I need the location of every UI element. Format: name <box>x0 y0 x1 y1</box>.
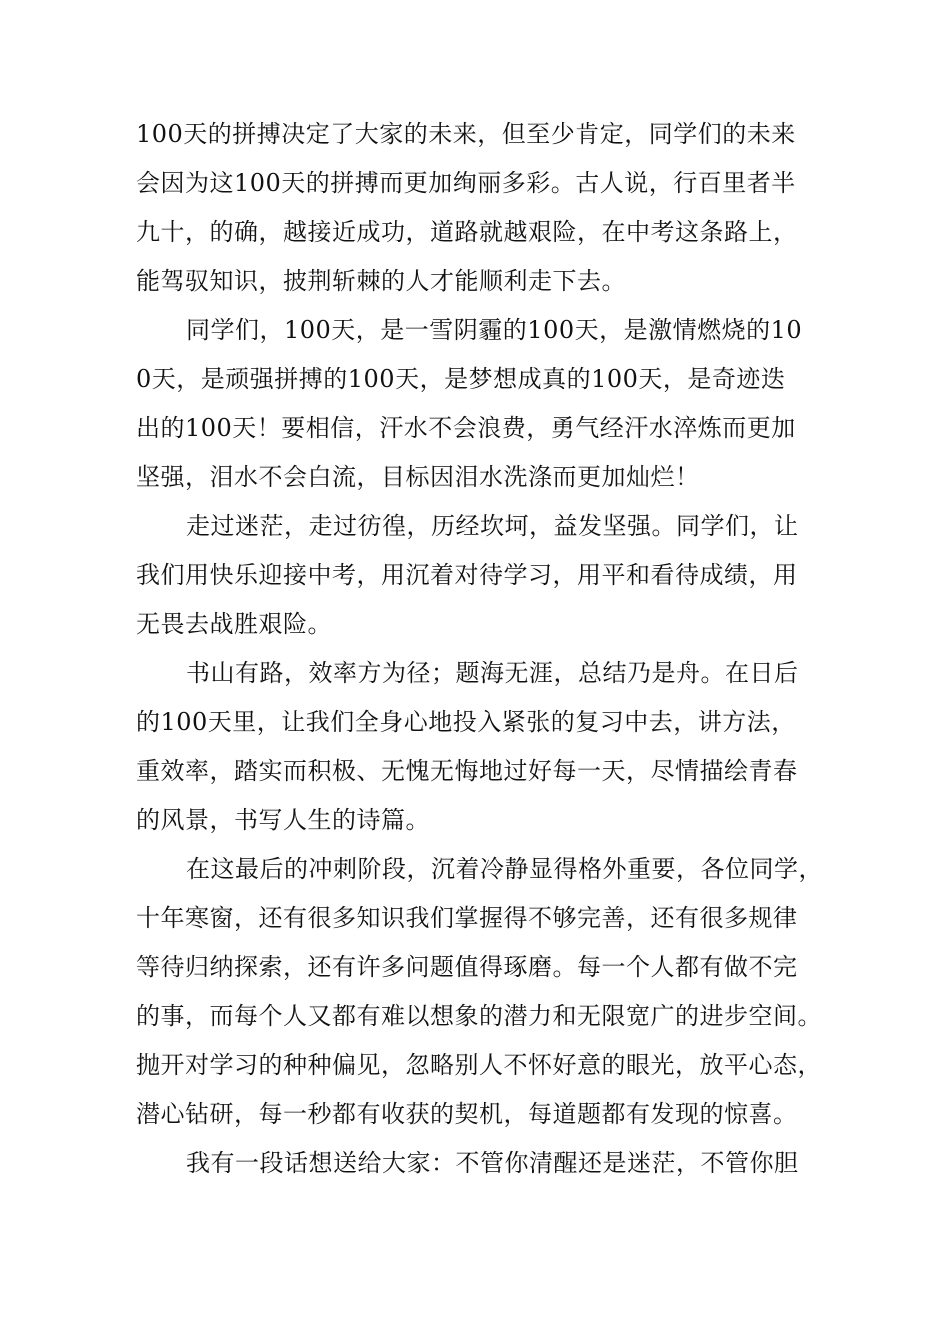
text-line: 十年寒窗，还有很多知识我们掌握得不够完善，还有很多规律 <box>136 904 798 932</box>
text-line: 的风景，书写人生的诗篇。 <box>136 806 430 834</box>
text-line: 的100天里，让我们全身心地投入紧张的复习中去，讲方法， <box>136 708 796 736</box>
text-line: 的事，而每个人又都有难以想象的潜力和无限宽广的进步空间。 <box>136 1002 822 1030</box>
text-line: 无畏去战胜艰险。 <box>136 610 332 638</box>
text-line: 潜心钻研，每一秒都有收获的契机，每道题都有发现的惊喜。 <box>136 1100 798 1128</box>
text-line: 走过迷茫，走过彷徨，历经坎坷，益发坚强。同学们，让 <box>186 512 799 540</box>
text-line: 等待归纳探索，还有许多问题值得琢磨。每一个人都有做不完 <box>136 953 798 981</box>
text-line: 书山有路，效率方为径；题海无涯，总结乃是舟。在日后 <box>186 659 799 687</box>
text-line: 能驾驭知识，披荆斩棘的人才能顺利走下去。 <box>136 267 626 295</box>
text-line: 100天的拼搏决定了大家的未来，但至少肯定，同学们的未来 <box>136 120 796 148</box>
text-line: 同学们，100天，是一雪阴霾的100天，是激情燃烧的10 <box>186 316 803 344</box>
body-text <box>136 110 836 1188</box>
text-line: 0天，是顽强拼搏的100天，是梦想成真的100天，是奇迹迭 <box>136 365 786 393</box>
text-line: 我有一段话想送给大家：不管你清醒还是迷茫，不管你胆 <box>186 1149 799 1177</box>
text-line: 我们用快乐迎接中考，用沉着对待学习，用平和看待成绩，用 <box>136 561 798 589</box>
text-line: 九十，的确，越接近成功，道路就越艰险，在中考这条路上， <box>136 218 798 246</box>
text-line: 抛开对学习的种种偏见，忽略别人不怀好意的眼光，放平心态， <box>136 1051 822 1079</box>
text-line: 重效率，踏实而积极、无愧无悔地过好每一天，尽情描绘青春 <box>136 757 798 785</box>
text-line: 在这最后的冲刺阶段，沉着冷静显得格外重要，各位同学， <box>186 855 823 883</box>
text-line: 坚强，泪水不会白流，目标因泪水洗涤而更加灿烂！ <box>136 463 700 491</box>
text-line: 会因为这100天的拼搏而更加绚丽多彩。古人说，行百里者半 <box>136 169 796 197</box>
text-line: 出的100天！要相信，汗水不会浪费，勇气经汗水淬炼而更加 <box>136 414 796 442</box>
